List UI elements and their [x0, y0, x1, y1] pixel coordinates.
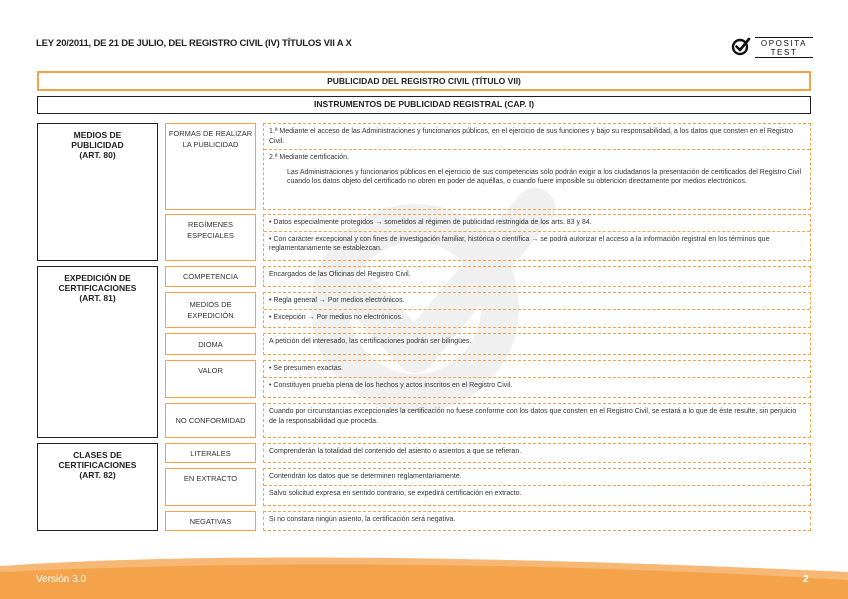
section-label-line: (ART. 81) — [79, 293, 116, 303]
row-content-negativas — [263, 511, 811, 531]
document-title: LEY 20/2011, DE 21 DE JULIO, DEL REGISTRO CIVIL (IV) TÍTULOS VII A X — [36, 38, 352, 49]
content-paragraph: Salvo solicitud expresa en sentido contrario, se expedirá certificación en extracto. — [269, 489, 522, 497]
logo-line2: TEST — [755, 48, 813, 58]
section-medios-publicidad — [37, 123, 158, 261]
content-paragraph: • Datos especialmente protegidos → sometidos al régimen de publicidad restringida de los arts. 83 y 84. — [269, 219, 592, 226]
chapter-banner: INSTRUMENTOS DE PUBLICIDAD REGISTRAL (CAP. I) — [37, 96, 811, 114]
content-paragraph: • Se presumen exactas. — [269, 365, 344, 372]
row-label-negativas: NEGATIVAS — [165, 511, 256, 531]
dashed-divider — [264, 377, 810, 378]
title-banner: PUBLICIDAD DEL REGISTRO CIVIL (TÍTULO VII) — [37, 71, 811, 91]
oposita-test-logo — [731, 33, 813, 59]
section-label-line: (ART. 80) — [79, 150, 116, 160]
logo-wordmark — [755, 37, 813, 58]
section-label-line: CERTIFICACIONES — [58, 283, 137, 293]
content-paragraph: Las Administraciones y funcionarios públicos en el ejercicio de sus competencias sólo podrán exigir a los ciudadanos la presentación de certificados del Registro Civil cuando los datos objeto del certificado no obren en poder de aquéllas, o cuando fuere imposible su obtención directamente por medios electrónicos. — [287, 168, 801, 185]
dashed-divider — [264, 309, 810, 310]
page-number: 2 — [803, 574, 809, 585]
dashed-divider — [264, 149, 810, 150]
content-paragraph: Comprenderán la totalidad del contenido del asiento o asientos a que se refieran. — [269, 448, 522, 455]
row-label-no-conformidad: NO CONFORMIDAD — [165, 403, 256, 438]
section-expedicion-certificaciones — [37, 266, 158, 438]
section-label-line: (ART. 82) — [79, 470, 116, 480]
row-label-competencia: COMPETENCIA — [165, 266, 256, 287]
row-content-formas — [263, 123, 811, 210]
row-content-regimenes — [263, 214, 811, 261]
row-label-valor: VALOR — [165, 360, 256, 398]
content-paragraph: Si no constara ningún asiento, la certificación será negativa. — [269, 516, 456, 523]
section-label-line: CLASES DE — [73, 450, 122, 460]
row-content-en-extracto — [263, 468, 811, 506]
row-content-medios-expedicion — [263, 292, 811, 328]
row-label-literales: LITERALES — [165, 443, 256, 463]
section-label-line: CERTIFICACIONES — [58, 460, 137, 470]
content-paragraph: • Constituyen prueba plena de los hechos y actos inscritos en el Registro Civil. — [269, 381, 513, 389]
row-content-competencia — [263, 266, 811, 287]
content-paragraph: A petición del interesado, las certificaciones podrán ser bilingües. — [269, 338, 472, 345]
row-label-en-extracto: EN EXTRACTO — [165, 468, 256, 506]
row-label-medios-expedicion: MEDIOS DE EXPEDICIÓN — [165, 292, 256, 328]
section-clases-certificaciones — [37, 443, 158, 531]
row-label-regimenes: REGÍMENES ESPECIALES — [165, 214, 256, 261]
content-paragraph: 1.ª Mediante el acceso de las Administraciones y funcionarios públicos, en el ejercicio de sus funciones y bajo su responsabilidad, a los datos que consten en el Registro Civil. — [269, 128, 794, 145]
row-content-literales — [263, 443, 811, 463]
content-paragraph: Cuando por circunstancias excepcionales la certificación no fuese conforme con los datos que consten en el Registro Civil, se estará a lo que de éste resulte, sin perjuicio de la responsabilidad que proceda. — [269, 408, 797, 425]
dashed-divider — [264, 231, 810, 232]
content-paragraph: 2.ª Mediante certificación. — [269, 154, 350, 161]
row-content-idioma — [263, 333, 811, 355]
logo-line1: OPOSITA — [755, 37, 813, 48]
row-content-valor — [263, 360, 811, 398]
footer-wave — [0, 552, 848, 599]
row-content-no-conformidad — [263, 403, 811, 438]
row-label-idioma: DIOMA — [165, 333, 256, 355]
section-label-line: MEDIOS DE — [73, 130, 122, 140]
row-label-formas: FORMAS DE REALIZAR LA PUBLICIDAD — [165, 123, 256, 210]
dashed-divider — [264, 485, 810, 486]
section-label-line: EXPEDICIÓN DE — [64, 273, 131, 283]
check-circle-icon — [731, 36, 751, 56]
content-paragraph: Contendrán los datos que se determinen reglamentariamente. — [269, 473, 462, 480]
content-paragraph: • Excepción → Por medios no electrónicos. — [269, 313, 403, 321]
content-paragraph: Encargados de las Oficinas del Registro Civil. — [269, 271, 411, 278]
version-label: Versión 3.0 — [36, 574, 87, 585]
content-paragraph: • Regla general → Por medios electrónicos. — [269, 297, 405, 304]
content-paragraph: • Con carácter excepcional y con fines de investigación familiar, histórica o científica → se podrá autorizar el acceso a la información registral en los términos que reglamentariamente se establezcan. — [269, 235, 770, 252]
section-label-line: PUBLICIDAD — [71, 140, 124, 150]
